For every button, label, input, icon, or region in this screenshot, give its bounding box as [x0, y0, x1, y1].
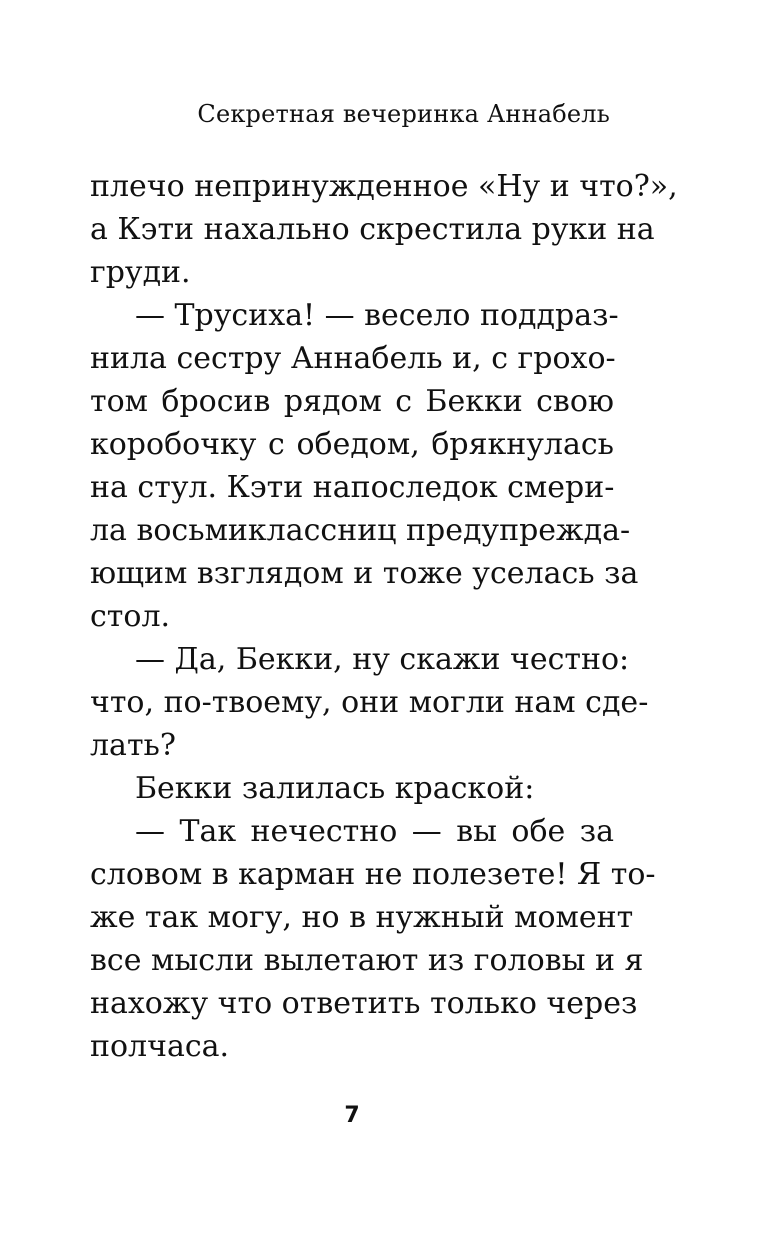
- running-title: Секретная вечеринка Аннабель: [197, 100, 610, 128]
- page-body-text: [90, 165, 678, 1068]
- text-line: — Трусиха! — весело поддраз-: [135, 298, 619, 333]
- text-line: полчаса.: [90, 1029, 230, 1064]
- text-line: а Кэти нахально скрестила руки на: [90, 212, 655, 247]
- text-line: ла восьмиклассниц предупрежда-: [90, 513, 631, 548]
- text-line: словом в карман не полезете! Я то-: [90, 857, 656, 892]
- text-line: — Да, Бекки, ну скажи честно:: [135, 642, 630, 677]
- text-line: плечо непринужденное «Ну и что?»,: [90, 169, 678, 204]
- text-line: коробочку с обедом, брякнулась: [90, 427, 614, 462]
- text-line: груди.: [90, 255, 191, 290]
- text-line: Бекки залилась краской:: [135, 771, 535, 806]
- page-number: 7: [344, 1103, 360, 1128]
- text-line: же так могу, но в нужный момент: [90, 900, 634, 935]
- text-line: — Так нечестно — вы обе за: [135, 814, 614, 849]
- text-line: ющим взглядом и тоже уселась за: [90, 556, 639, 591]
- text-line: все мысли вылетают из головы и я: [90, 943, 644, 978]
- text-line: нила сестру Аннабель и, с грохо-: [90, 341, 616, 376]
- text-line: стол.: [90, 599, 171, 634]
- text-line: том бросив рядом с Бекки свою: [90, 384, 614, 419]
- text-line: нахожу что ответить только через: [90, 986, 638, 1021]
- text-line: лать?: [90, 728, 176, 763]
- text-line: на стул. Кэти напоследок смери-: [90, 470, 615, 505]
- text-line: что, по-твоему, они могли нам сде-: [90, 685, 649, 720]
